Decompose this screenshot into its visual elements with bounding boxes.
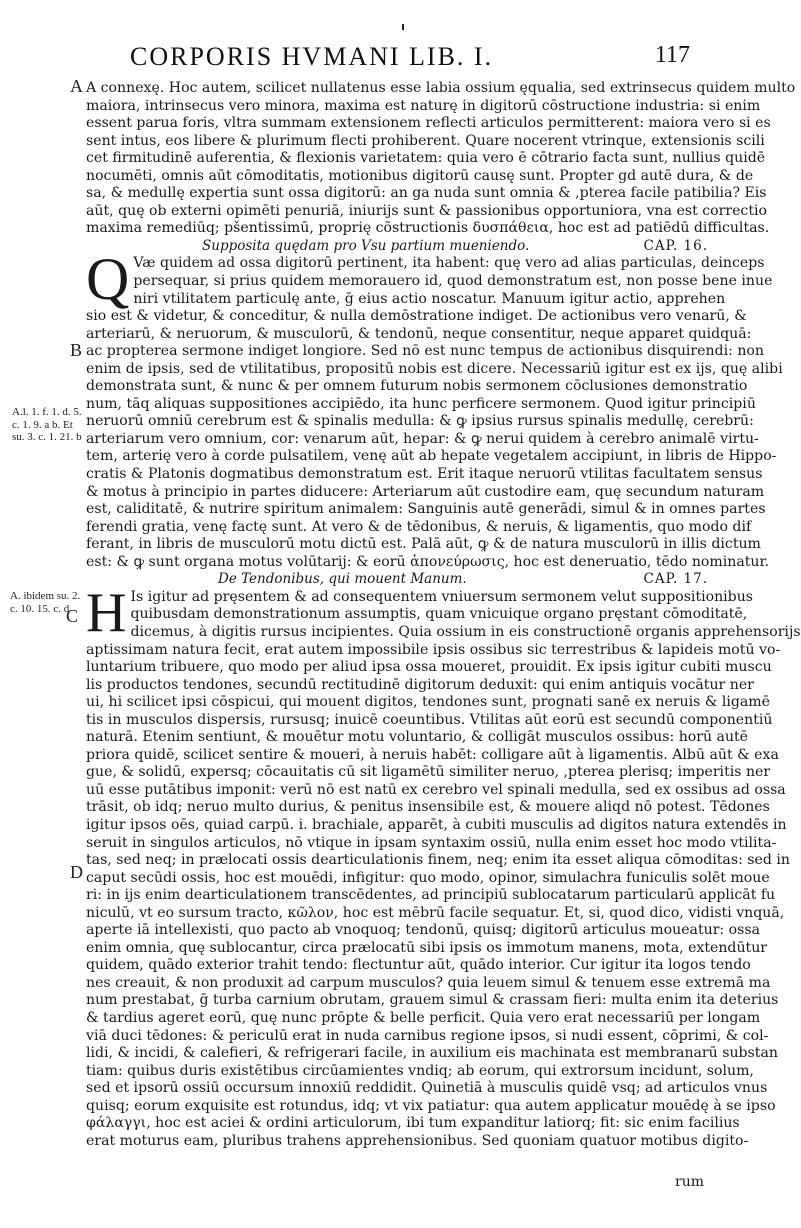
text-line: ac propterea sermone indiget longiore. Sed nō est nunc tempus de actionibus disquirendi: non <box>86 343 764 360</box>
text-line: & motus à principio in partes diducere: Arteriarum aūt custodire eam, quę secundum naturam <box>86 483 765 500</box>
text-line: lidi, & incidi, & calefieri, & refrigerari facile, in auxilium eis machinata est membranarū substan <box>86 1045 778 1062</box>
text-line: enim omnia, quę sublocantur, circa prælocatū sibi ipsis os immotum manens, mota, extendūtur <box>86 939 768 956</box>
text-line: num, tāq aliquas suppositiones accipiēdo, ita hunc perficere sermonem. Quod igitur principiū <box>86 395 756 412</box>
text-line: quidem, quādo exterior trahit tendo: flectuntur aūt, quādo interior. Cur igitur ita logos tendo <box>86 957 751 974</box>
chapter-number: CAP. 17. <box>643 571 708 588</box>
text-line: tem, arterię vero à corde pulsatilem, venę aūt ab hepate vegetalem accipiunt, in libris de Hippo- <box>86 448 777 465</box>
text-line: φάλαγγι, hoc est aciei & ordini articulorum, ibi tum expanditur latiorq; fit: sic enim facilius <box>86 1115 740 1132</box>
text-line: arteriarum vero omnium, cor: venarum aūt, hepar: & ꝙ nerui quidem à cerebro animalē virtu- <box>86 430 759 447</box>
main-text <box>86 80 801 1150</box>
margin-letter-b: B <box>70 340 83 360</box>
text-line: naturā. Etenim sentiunt, & mouētur motu voluntario, & colligāt musculos ossibus: horū autē <box>86 729 749 746</box>
margin-note-line: c. 1. 9. a b. Et <box>12 418 73 431</box>
text-line: nes creauit, & non produxit ad carpum musculos? quia leuem simul & tenuem esse extremā ma <box>86 974 771 991</box>
margin-note-reference <box>12 406 82 444</box>
text-line: & tardius ageret eorū, quę nunc prōpte & belle perficit. Quia vero erat necessariū per longam <box>86 1009 761 1026</box>
running-title: CORPORIS HVMANI LIB. I. <box>130 42 494 71</box>
text-line: ri: in ijs enim dearticulationem transcēdentes, ad principiū sublocatarum particularū applicāt fu <box>86 887 776 904</box>
text-line: num prestabat, ḡ turba carnium obrutam, grauem simul & crassam fieri: multa enim ita deterius <box>86 992 779 1009</box>
text-line: seruit in singulos articulos, nō vtique in ipsam syntaxim ossiū, nulla enim esset hoc modo vtilita- <box>86 834 777 851</box>
text-line: quibusdam demonstrationum assumptis, quam vnicuique organo pręstant cōmoditatē, <box>130 606 748 623</box>
paragraph-2 <box>86 246 783 571</box>
text-line: Is igitur ad pręsentem & ad consequentem vniuersum sermonem velut suppositionibus <box>130 588 754 605</box>
text-line: aperte iā intellexisti, quo pacto ab vnoquoq; tendonū, quisq; digitorū articulus moueatur: ossa <box>86 922 761 939</box>
text-line: trāsit, ob idq; neruo multo durius, & penitus insensibile est, & mouere aliqd nō potest. Tēdones <box>86 799 770 816</box>
text-line: erat moturus eam, pluribus trahens apprehensionibus. Sed quoniam quatuor motibus digito- <box>86 1132 749 1149</box>
text-line: Væ quidem ad ossa digitorū pertinent, ita habent: quę vero ad alias particulas, deinceps <box>133 255 765 272</box>
margin-note-line: A. ibidem su. 2. <box>10 590 81 602</box>
text-line: aptissimam natura fecit, erat autem impossibile ipsis ossibus sic terrestribus & lapideis motū vo- <box>86 641 781 658</box>
text-line: neruorū omniū cerebrum est & spinalis medulla: & ꝙ ipsius rursus spinalis medullę, cerebrū: <box>86 413 754 430</box>
text-line: quisq; eorum exquisite est rotundus, idq; vt vix patiatur: qua autem applicatur mouēdę à se ipso <box>86 1097 776 1114</box>
text-line: priora quidē, scilicet sentire & moueri, à neruis habēt: colligare aūt à ligamentis. Albū aūt & exa <box>86 746 779 763</box>
text-line: enim de ipsis, sed de vtilitatibus, propositū nobis est dicere. Necessariū igitur est ex ijs, quę alibi <box>86 360 783 377</box>
drop-cap: H <box>86 581 127 644</box>
text-line: niri vtilitatem particulę ante, ḡ eius actio noscatur. Manuum igitur actio, apprehen <box>133 290 726 307</box>
text-line: essent parua foris, vltra summam extensionem reflecti articulos permitterent: maiora vero si es <box>86 115 771 132</box>
text-line: ferant, in libris de musculorū motu dictū est. Palā aūt, ꝙ & de natura musculorū in illis dictum <box>86 536 761 553</box>
text-line: viā duci tēdones: & periculū erat in nuda carnibus regione ipsos, si nudi essent, cōprimi, & col- <box>86 1027 769 1044</box>
text-line: caput secūdi ossis, hoc est mouēdi, infigitur: quo modo, opinor, simulachra funiculis solēt moue <box>86 869 770 886</box>
printers-mark <box>402 24 404 30</box>
paragraph-3 <box>86 581 801 1151</box>
text-line: nocumēti, omnis aūt cōmoditatis, motionibus digitorū causę sunt. Propter gd autē dura, & de <box>86 167 754 184</box>
chapter-number: CAP. 16. <box>643 237 708 254</box>
margin-note-line: su. 3. c. 1. 21. b <box>12 431 82 443</box>
text-line: arteriarū, & neruorum, & musculorū, & tendonū, neque consentitur, neque apparet quidquā: <box>86 325 752 342</box>
text-line: niculū, vt eo sursum tracto, κῶλον, hoc est mēbrū facile sequatur. Et, si, quod dico, vidisti vnquā, <box>86 904 785 921</box>
chapter-heading-17 <box>86 571 708 589</box>
margin-note-reference <box>10 590 80 615</box>
text-line: lis productos tendones, secundū rectitudinē digitorum deduxit: qui enim antiquis vocātur ner <box>86 676 754 693</box>
text-line: ferendi gratia, venę factę sunt. At vero & de tēdonibus, & neruis, & ligamentis, quo modo dif <box>86 518 752 535</box>
chapter-heading-16 <box>86 238 708 256</box>
chapter-title: Supposita quędam pro Vsu partium mueniendo. <box>202 237 530 254</box>
text-line: est, caliditatē, & nutrire spiritum animalem: Sanguinis autē generādi, simul & in omnes partes <box>86 501 766 518</box>
text-line: tis in musculos dispersis, rursusq; inuicē coeuntibus. Vtilitas aūt eorū est secundū componentiū <box>86 711 773 728</box>
text-line: demonstrata sunt, & nunc & per omnem futurum nobis sermonem cōclusiones demonstratio <box>86 378 748 395</box>
text-line: sed et ipsorū ossiū occursum innoxiū reddidit. Quinetiā à musculis quidē vsq; ad articulos vnus <box>86 1080 768 1097</box>
text-line: cet firmitudinē auferentia, & flexionis varietatem: quia vero ē cōtrario facta sunt, nullius quidē <box>86 150 766 167</box>
text-line: dicemus, à digitis rursus incipientes. Quia ossium in eis constructionē organis apprehensorijs <box>130 623 801 640</box>
text-line: est: & ꝙ sunt organa motus volūtarij: & eorū ἀπονεύρωσις, hoc est deneruatio, tēdo nominatur. <box>86 553 770 570</box>
catchword: rum <box>675 1174 704 1190</box>
text-line: gue, & solidū, expersq; cōcauitatis cū sit ligamētū similiter neruo, ,pterea plerisq; imperitis ner <box>86 764 771 781</box>
text-line: cratis & Platonis dogmatibus demonstratum est. Erit itaque neruorū vtilitas facultatem sensus <box>86 466 763 483</box>
margin-note-line: A.l. 1. f. 1. d. 5. <box>12 406 82 418</box>
text-line: persequar, si prius quidem memorauero id, quod demonstratum est, non posse bene inue <box>133 273 773 290</box>
margin-letter-d: D <box>70 862 83 882</box>
drop-cap: Q <box>86 246 130 313</box>
margin-letter-c: C <box>66 606 79 626</box>
text-line: igitur ipsos oēs, quiad carpū. i. brachiale, apparēt, à cubiti musculis ad digitos natura extendēs in <box>86 816 787 833</box>
text-line: luntarium tribuere, quo modo per aliud ipsa ossa moueret, prouidit. Ex ipsis igitur cubiti muscu <box>86 659 772 676</box>
text-line: aūt, quę ob externi opimēti penuriā, iniurijs sunt & passionibus opportuniora, vna est correctio <box>86 202 767 219</box>
margin-note-line: c. 10. 15. c. d <box>10 602 70 615</box>
text-line: tiam: quibus duris existētibus circūamientes vndiq; ab eorum, qui extrorsum incidunt, solum, <box>86 1062 754 1079</box>
text-line: uū esse putātibus imponit: verū nō est natū ex cerebro vel spinali medulla, sed ex ossibus ad ossa <box>86 781 786 798</box>
text-line: maxima remediūq; pšentissimū, proprię cōstructionis δυσπάθεια, hoc est ad patiēdū difficultas. <box>86 220 770 237</box>
running-head <box>130 42 690 76</box>
text-line: tas, sed neq; in prælocati ossis dearticulationis finem, neq; enim ita esset aliqua cōmoditas: sed in <box>86 852 790 869</box>
text-line: A connexę. Hoc autem, scilicet nullatenus esse labia ossium ęqualia, sed extrinsecus quidem multo <box>86 80 796 96</box>
text-line: ui, hi scilicet ipsi cōspicui, qui mouent digitos, tendones sunt, prognati sanē ex neruis & ligamē <box>86 694 770 711</box>
margin-letter-a: A <box>70 76 83 96</box>
text-line: sio est & videtur, & conceditur, & nulla demōstratione indiget. De actionibus vero venarū, & <box>86 308 747 325</box>
page-number: 117 <box>654 42 690 68</box>
text-line: sent intus, eos libere & plurimum flecti prohiberent. Quare nocerent vtrinque, extensionis scili <box>86 132 765 149</box>
paragraph-1 <box>86 80 796 238</box>
text-line: maiora, intrinsecus vero minora, maxima est naturę in digitorū cōstructione industria: si enim <box>86 97 761 114</box>
chapter-title: De Tendonibus, qui mouent Manum. <box>218 571 467 588</box>
text-line: sa, & medullę expertia sunt ossa digitorū: an ga nuda sunt omnia & ,pterea facile patibilia? Eis <box>86 185 767 202</box>
